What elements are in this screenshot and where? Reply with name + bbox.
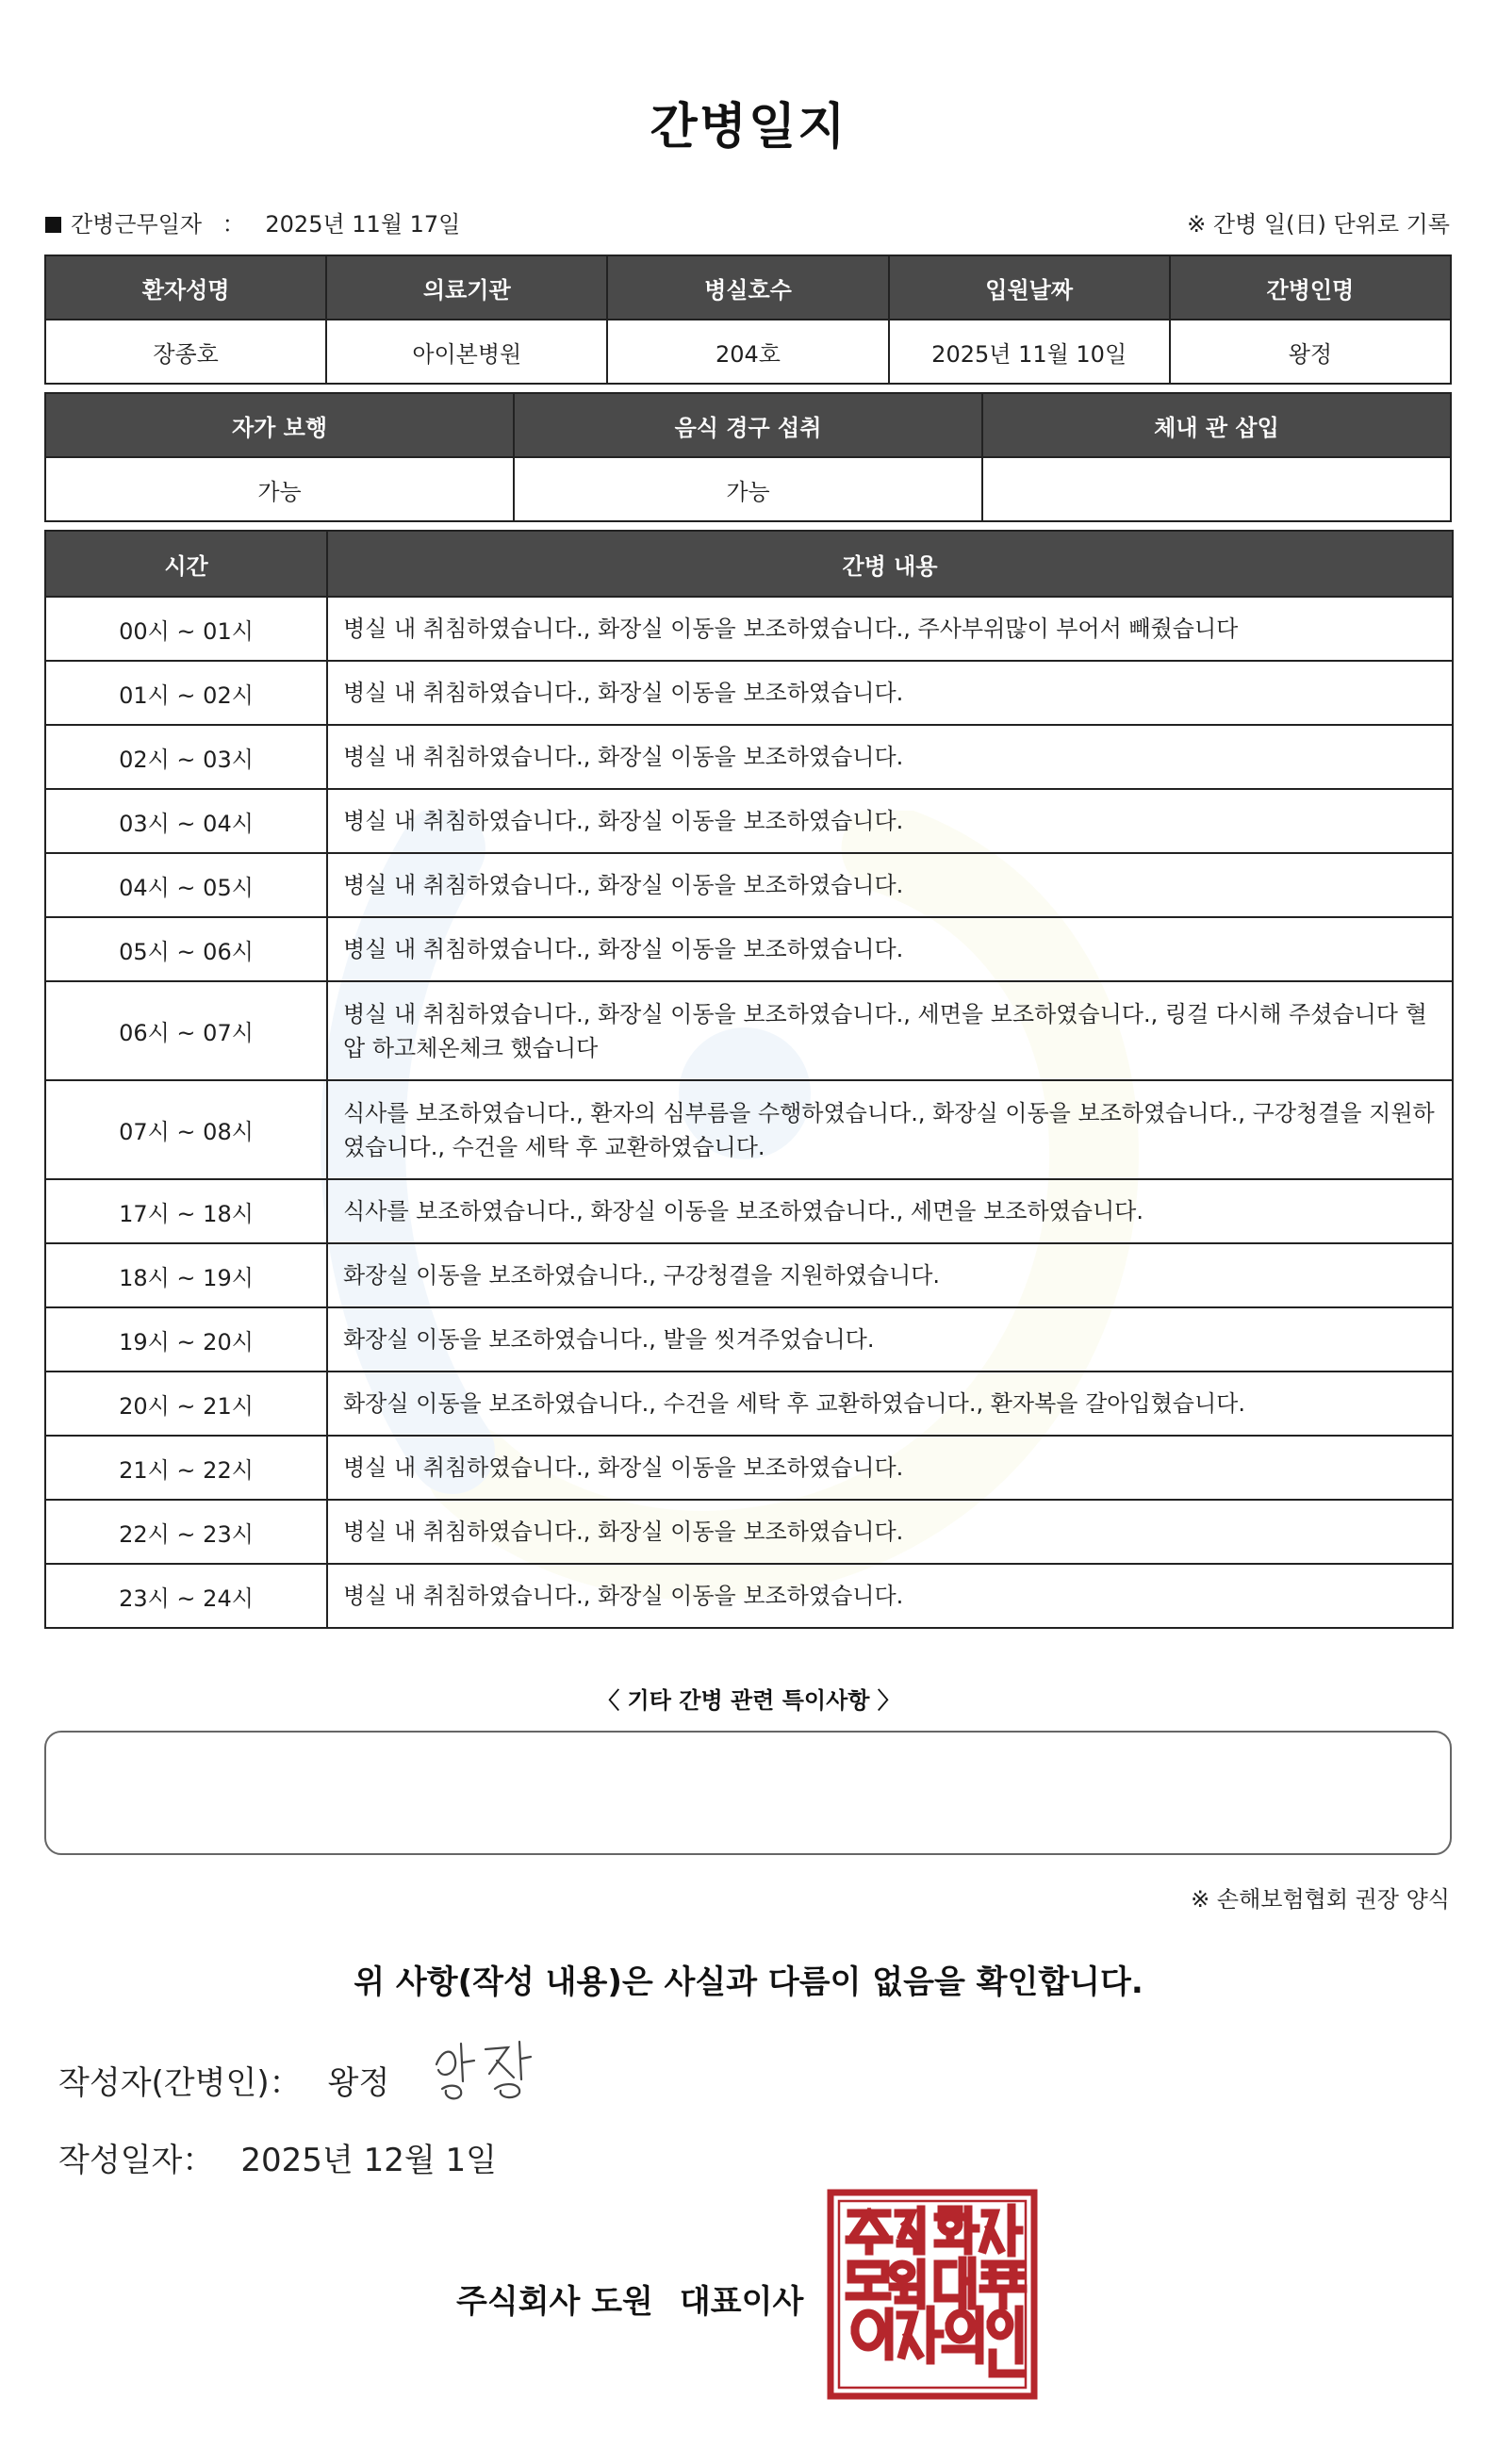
- patient-header-row: [45, 255, 1451, 320]
- table-row: [45, 1307, 1453, 1372]
- time-cell: 02시 ~ 03시: [45, 725, 327, 789]
- table-row: [45, 853, 1453, 917]
- header-admission-date: 입원날짜: [889, 255, 1170, 320]
- hospital-value: 아이본병원: [326, 320, 607, 384]
- time-cell: 06시 ~ 07시: [45, 981, 327, 1080]
- header-caregiver-name: 간병인명: [1170, 255, 1451, 320]
- status-header-row: [45, 393, 1451, 457]
- recommend-note: ※ 손해보험협회 권장 양식: [1191, 1886, 1450, 1913]
- table-row: [45, 1243, 1453, 1307]
- company-signature-line: [456, 2275, 803, 2322]
- page-title: 간병일지: [650, 99, 847, 156]
- special-notes-box: [44, 1731, 1452, 1855]
- write-date-line: [58, 2134, 497, 2180]
- content-cell: 화장실 이동을 보조하였습니다., 구강청결을 지원하였습니다.: [327, 1243, 1453, 1307]
- header-oral-intake: 음식 경구 섭취: [514, 393, 982, 457]
- table-row: [45, 981, 1453, 1080]
- header-tube-insertion: 체내 관 삽입: [982, 393, 1451, 457]
- work-date-separator: ：: [222, 211, 245, 238]
- table-row: [45, 1080, 1453, 1179]
- header-time: 시간: [45, 531, 327, 597]
- patient-name-value: 장종호: [45, 320, 326, 384]
- write-date-value: 2025년 12월 1일: [240, 2142, 497, 2179]
- work-date-label: 간병근무일자: [71, 211, 203, 238]
- table-row: [45, 1436, 1453, 1500]
- header-room-number: 병실호수: [607, 255, 888, 320]
- time-cell: 03시 ~ 04시: [45, 789, 327, 853]
- content-cell: 병실 내 취침하였습니다., 화장실 이동을 보조하였습니다.: [327, 789, 1453, 853]
- time-cell: 07시 ~ 08시: [45, 1080, 327, 1179]
- header-care-content: 간병 내용: [327, 531, 1453, 597]
- room-number-value: 204호: [607, 320, 888, 384]
- write-date-label: 작성일자：: [58, 2142, 215, 2179]
- care-log-table: [44, 530, 1454, 1629]
- caregiver-name-value: 왕정: [1170, 320, 1451, 384]
- content-cell: 식사를 보조하였습니다., 환자의 심부름을 수행하였습니다., 화장실 이동을 보조하였습니다., 구강청결을 지원하였습니다., 수건을 세탁 후 교환하였습니다.: [327, 1080, 1453, 1179]
- company-name: 주식회사 도원: [456, 2283, 653, 2321]
- table-row: [45, 661, 1453, 725]
- content-cell: 병실 내 취침하였습니다., 화장실 이동을 보조하였습니다.: [327, 917, 1453, 981]
- oral-intake-value: 가능: [514, 457, 982, 521]
- content-cell: 식사를 보조하였습니다., 화장실 이동을 보조하였습니다., 세면을 보조하였습니다.: [327, 1179, 1453, 1243]
- special-notes-heading: 〈 기타 간병 관련 특이사항 〉: [597, 1687, 900, 1714]
- time-cell: 19시 ~ 20시: [45, 1307, 327, 1372]
- time-cell: 00시 ~ 01시: [45, 597, 327, 661]
- writer-label: 작성자(간병인)：: [58, 2064, 302, 2102]
- self-walking-value: 가능: [45, 457, 514, 521]
- company-seal-stamp: [827, 2189, 1038, 2400]
- bullet-square-icon: [45, 217, 61, 233]
- content-cell: 화장실 이동을 보조하였습니다., 발을 씻겨주었습니다.: [327, 1307, 1453, 1372]
- content-cell: 병실 내 취침하였습니다., 화장실 이동을 보조하였습니다.: [327, 853, 1453, 917]
- content-cell: 병실 내 취침하였습니다., 화장실 이동을 보조하였습니다.: [327, 1500, 1453, 1564]
- tube-insertion-value: [982, 457, 1451, 521]
- time-cell: 22시 ~ 23시: [45, 1500, 327, 1564]
- header-hospital: 의료기관: [326, 255, 607, 320]
- table-row: [45, 917, 1453, 981]
- content-cell: 병실 내 취침하였습니다., 화장실 이동을 보조하였습니다.: [327, 1564, 1453, 1628]
- patient-status-table: [44, 392, 1452, 522]
- patient-value-row: [45, 320, 1451, 384]
- care-log-header-row: [45, 531, 1453, 597]
- time-cell: 05시 ~ 06시: [45, 917, 327, 981]
- patient-info-table: [44, 255, 1452, 385]
- time-cell: 01시 ~ 02시: [45, 661, 327, 725]
- unit-note: ※ 간병 일(日) 단위로 기록: [1187, 211, 1450, 238]
- content-cell: 병실 내 취침하였습니다., 화장실 이동을 보조하였습니다.: [327, 661, 1453, 725]
- table-row: [45, 1179, 1453, 1243]
- time-cell: 20시 ~ 21시: [45, 1372, 327, 1436]
- status-value-row: [45, 457, 1451, 521]
- writer-line: [58, 2057, 389, 2103]
- time-cell: 21시 ~ 22시: [45, 1436, 327, 1500]
- table-row: [45, 1372, 1453, 1436]
- content-cell: 화장실 이동을 보조하였습니다., 수건을 세탁 후 교환하였습니다., 환자복을 갈아입혔습니다.: [327, 1372, 1453, 1436]
- confirmation-statement: 위 사항(작성 내용)은 사실과 다름이 없음을 확인합니다.: [354, 1963, 1143, 2001]
- content-cell: 병실 내 취침하였습니다., 화장실 이동을 보조하였습니다., 주사부위많이 부어서 빼줬습니다: [327, 597, 1453, 661]
- handwritten-signature: [429, 2036, 542, 2102]
- time-cell: 17시 ~ 18시: [45, 1179, 327, 1243]
- company-representative: 대표이사: [679, 2283, 804, 2321]
- header-patient-name: 환자성명: [45, 255, 326, 320]
- time-cell: 23시 ~ 24시: [45, 1564, 327, 1628]
- table-row: [45, 1500, 1453, 1564]
- work-date-line: [45, 205, 460, 238]
- table-row: [45, 725, 1453, 789]
- content-cell: 병실 내 취침하였습니다., 화장실 이동을 보조하였습니다.: [327, 725, 1453, 789]
- content-cell: 병실 내 취침하였습니다., 화장실 이동을 보조하였습니다.: [327, 1436, 1453, 1500]
- table-row: [45, 597, 1453, 661]
- admission-date-value: 2025년 11월 10일: [889, 320, 1170, 384]
- time-cell: 18시 ~ 19시: [45, 1243, 327, 1307]
- content-cell: 병실 내 취침하였습니다., 화장실 이동을 보조하였습니다., 세면을 보조하였습니다., 링걸 다시해 주셨습니다 혈압 하고체온체크 했습니다: [327, 981, 1453, 1080]
- work-date-value: 2025년 11월 17일: [265, 211, 461, 238]
- table-row: [45, 1564, 1453, 1628]
- header-self-walking: 자가 보행: [45, 393, 514, 457]
- time-cell: 04시 ~ 05시: [45, 853, 327, 917]
- writer-name: 왕정: [327, 2064, 390, 2102]
- table-row: [45, 789, 1453, 853]
